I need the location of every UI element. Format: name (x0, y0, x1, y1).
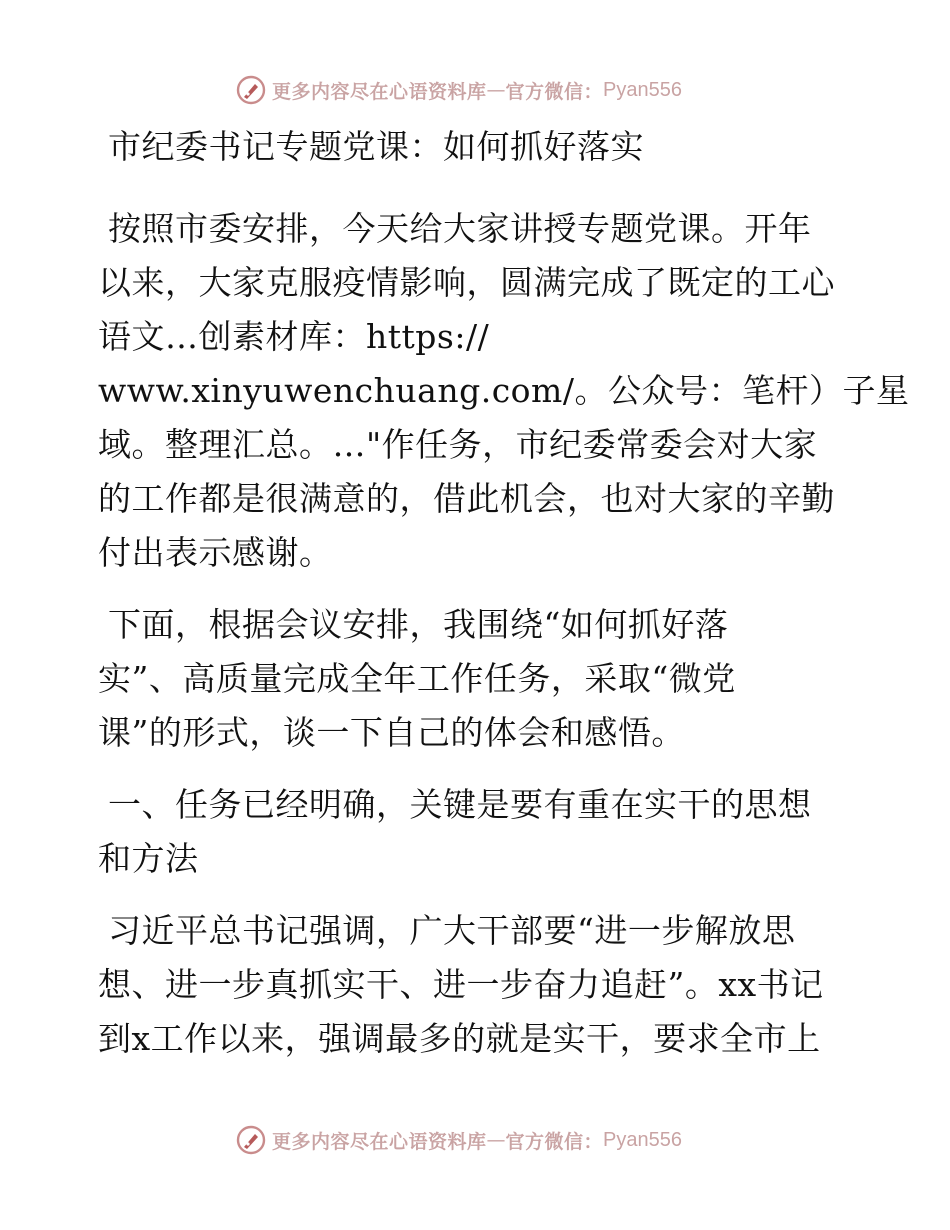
paragraph-intro (98, 202, 910, 580)
paragraph-line: 域。整理汇总。…"作任务，市纪委常委会对大家 (98, 425, 818, 464)
paragraph-line: 按照市委安排，今天给大家讲授专题党课。开年 (108, 209, 812, 248)
heading-line: 一、任务已经明确，关键是要有重在实干的思想 (108, 785, 812, 824)
paragraph-line: www.xinyuwenchuang.com/。公众号：笔杆）子星 (98, 371, 910, 410)
paragraph-topic (98, 598, 858, 760)
document-title: 市纪委书记专题党课：如何抓好落实 (108, 127, 644, 166)
paragraph-line: 想、进一步真抓实干、进一步奋力追赶”。xx书记 (98, 965, 824, 1004)
paragraph-line: 付出表示感谢。 (98, 533, 333, 572)
watermark-text: 更多内容尽在心语资料库 (272, 80, 487, 103)
section-heading-1 (98, 778, 858, 886)
watermark-id: Pyan556 (603, 78, 682, 101)
paragraph-line: 到x工作以来，强调最多的就是实干，要求全市上 (98, 1019, 821, 1058)
paragraph-line: 下面，根据会议安排，我围绕“如何抓好落 (108, 605, 729, 644)
paragraph-line: 实”、高质量完成全年工作任务，采取“微党 (98, 659, 736, 698)
watermark-label: 官方微信： (505, 80, 604, 103)
watermark-separator: — (486, 1129, 506, 1151)
watermark-label: 官方微信： (505, 1130, 604, 1153)
heading-line: 和方法 (98, 839, 199, 878)
paragraph-line: 习近平总书记强调，广大干部要“进一步解放思 (108, 911, 796, 950)
paragraph-line: 以来，大家克服疫情影响，圆满完成了既定的工心 (98, 263, 835, 302)
paragraph-line: 的工作都是很满意的，借此机会，也对大家的辛勤 (98, 479, 835, 518)
paragraph-section-1 (98, 904, 858, 1066)
paragraph-line: 课”的形式，谈一下自己的体会和感悟。 (98, 713, 685, 752)
paragraph-line: 语文…创素材库：https:// (98, 317, 490, 356)
pen-nib-logo-icon (236, 75, 266, 105)
watermark-id: Pyan556 (603, 1128, 682, 1151)
footer-watermark (236, 1123, 682, 1157)
document-body (98, 120, 910, 1066)
watermark-text: 更多内容尽在心语资料库 (272, 1130, 487, 1153)
pen-nib-logo-icon (236, 1125, 266, 1155)
watermark-separator: — (486, 79, 506, 101)
header-watermark (236, 73, 682, 107)
